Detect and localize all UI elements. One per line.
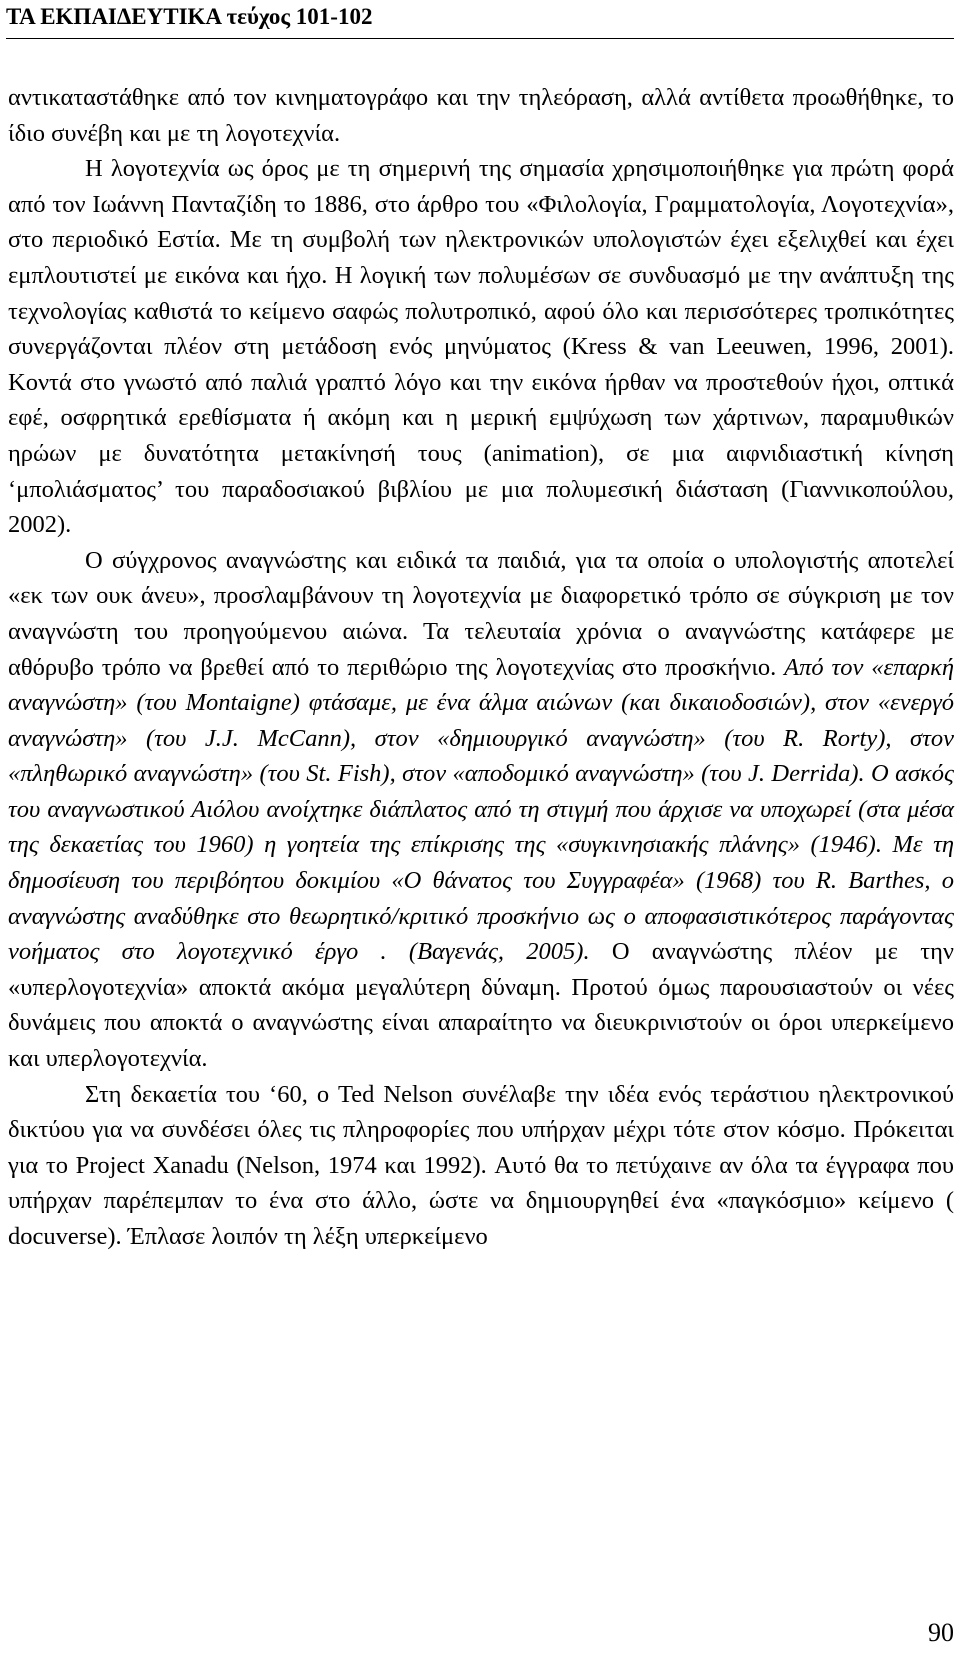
paragraph-text: Ο αναγνώστης πλέον με την «υπερλογοτεχνία» αποκτά ακόμα μεγαλύτερη δύναμη. Προτού όμως παρουσιαστούν οι νέες δυνάμεις που αποκτά ο αναγνώστης είναι απαραίτητο να διευκρινιστούν οι όροι υπερκείμενο και υπερλογοτεχνία. <box>8 938 954 1073</box>
paragraph-2 <box>8 151 954 543</box>
paragraph-text: Η λογοτεχνία ως όρος με τη σημερινή της σημασία χρησιμοποιήθηκε για πρώτη φορά από τον Ιωάννη Πανταζίδη το 1886, στο άρθρο του «Φιλολογία, Γραμματολογία, Λογοτεχνία», στο περιοδικό Εστία. Με τη συμβολή των ηλεκτρονικών υπολογιστών έχει εξελιχθεί και έχει εμπλουτιστεί με εικόνα και ήχο. Η λογική των πολυμέσων σε συνδυασμό με την ανάπτυξη της τεχνολογίας καθιστά το κείμενο σαφώς πολυτροπικό, αφού όλο και περισσότερες τροπικότητες συνεργάζονται πλέον στη μετάδοση ενός μηνύματος (Kress & van Leeuwen, 1996, 2001). Κοντά στο γνωστό από παλιά γραπτό λόγο και την εικόνα ήρθαν να προστεθούν ήχοι, οπτικά εφέ, οσφρητικά ερεθίσματα ή ακόμη και η μερική εμψύχωση των χάρτινων, παραμυθικών ηρώων με δυνατότητα μετακίνησή τους (animation), σε μια αιφνιδιαστική κίνηση ‘μπολιάσματος’ του παραδοσιακού βιβλίου με μια πολυμεσική διάσταση (Γιαννικοπούλου, 2002). <box>8 155 954 539</box>
paragraph-text: Ο σύγχρονος αναγνώστης και ειδικά τα παιδιά, για τα οποία ο υπολογιστής αποτελεί «εκ των ουκ άνευ», προσλαμβάνουν τη λογοτεχνία με διαφορετικό τρόπο σε σύγκριση με τον αναγνώστη του προηγούμενου αιώνα. Τα τελευταία χρόνια ο αναγνώστης κατάφερε με αθόρυβο τρόπο να βρεθεί από το περιθώριο της λογοτεχνίας στο προσκήνιο. <box>8 546 954 681</box>
article-body <box>8 80 954 1255</box>
paragraph-1 <box>8 80 954 151</box>
paragraph-text: αντικαταστάθηκε από τον κινηματογράφο και την τηλεόραση, αλλά αντίθετα προωθήθηκε, το ίδιο συνέβη και με τη λογοτεχνία. <box>8 84 954 147</box>
journal-header-title: ΤΑ ΕΚΠΑΙΔΕΥΤΙΚΑ τεύχος 101-102 <box>6 4 373 29</box>
paragraph-4 <box>8 1077 954 1255</box>
paragraph-text: Στη δεκαετία του ‘60, ο Ted Nelson συνέλαβε την ιδέα ενός τεράστιου ηλεκτρονικού δικτύου για να συνδέσει όλες τις πληροφορίες που υπήρχαν μέχρι τότε στον κόσμο. Πρόκειται για το Project Xanadu (Nelson, 1974 και 1992). Αυτό θα το πετύχαινε αν όλα τα έγγραφα που υπήρχαν παρέπεμπαν το ένα στο άλλο, ώστε να δημιουργηθεί ένα «παγκόσμιο» κείμενο ( docuverse). Έπλασε λοιπόν τη λέξη υπερκείμενο <box>8 1080 954 1250</box>
running-header <box>6 2 954 39</box>
paragraph-3 <box>8 543 954 1077</box>
page-number: 90 <box>928 1618 954 1647</box>
italic-quotation: Από τον «επαρκή αναγνώστη» (του Montaigne) φτάσαμε, με ένα άλμα αιώνων (και δικαιοδοσιών), στον «ενεργό αναγνώστη» (του J.J. McCann), στον «δημιουργικό αναγνώστη» (του R. Rorty), στον «πληθωρικό αναγνώστη» (του St. Fish), στον «αποδομικό αναγνώστη» (του J. Derrida). Ο ασκός του αναγνωστικού Αιόλου ανοίχτηκε διάπλατος από τη στιγμή που άρχισε να υποχωρεί (στα μέσα της δεκαετίας του 1960) η γοητεία της επίκρισης της «συγκινησιακής πλάνης» (1946). Με τη δημοσίευση του περιβόητου δοκιμίου «Ο θάνατος του Συγγραφέα» (1968) του R. Barthes, ο αναγνώστης αναδύθηκε στο θεωρητικό/κριτικό προσκήνιο ως ο αποφασιστικότερος παράγοντας νοήματος στο λογοτεχνικό έργο . (Βαγενάς, 2005). <box>8 653 954 966</box>
